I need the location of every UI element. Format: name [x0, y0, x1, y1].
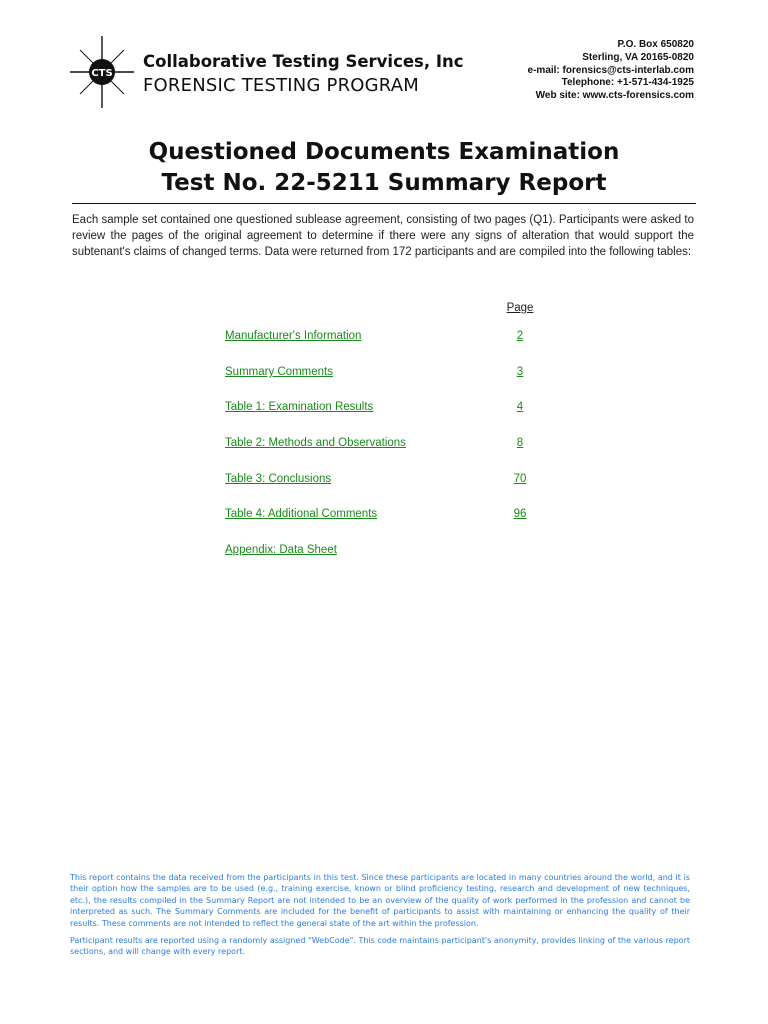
toc-page-link[interactable]: 4 — [516, 401, 524, 413]
toc-row-table-1 — [225, 401, 535, 417]
page-title — [0, 137, 768, 199]
toc-page-link[interactable]: 2 — [516, 330, 524, 342]
program-name: FORENSIC TESTING PROGRAM — [143, 75, 420, 96]
toc-page-header: Page — [506, 302, 534, 314]
toc-link-table-2[interactable]: Table 2: Methods and Observations — [225, 437, 406, 449]
toc-link-manufacturers-info[interactable]: Manufacturer's Information — [225, 330, 362, 342]
title-line-1: Questioned Documents Examination — [148, 139, 620, 165]
toc-page-link[interactable]: 70 — [513, 473, 527, 485]
toc-link-table-4[interactable]: Table 4: Additional Comments — [225, 508, 378, 520]
cts-logo — [70, 36, 134, 108]
title-divider — [72, 203, 696, 204]
toc-page-link[interactable]: 3 — [516, 366, 524, 378]
contact-website: Web site: www.cts-forensics.com — [535, 90, 694, 102]
toc-row-table-2 — [225, 437, 535, 453]
contact-po-box: P.O. Box 650820 — [617, 39, 694, 50]
title-line-2: Test No. 22-5211 Summary Report — [161, 170, 607, 196]
logo-text: CTS — [91, 68, 113, 79]
toc-link-table-1[interactable]: Table 1: Examination Results — [225, 401, 374, 413]
toc-row-appendix — [225, 544, 535, 560]
contact-city: Sterling, VA 20165-0820 — [582, 51, 694, 63]
toc-page-link[interactable]: 8 — [516, 437, 524, 449]
org-block — [143, 52, 464, 96]
contact-telephone: Telephone: +1-571-434-1925 — [561, 77, 694, 89]
disclaimer — [70, 872, 690, 964]
toc-row-summary-comments — [225, 366, 535, 382]
disclaimer-paragraph-1: This report contains the data received from the participants in this test. Since these participants are located in many countries around the world, and it is their option how the samples are to be used (e.g., training exercise, known or blind proficiency testing, research and development of new techniques, etc.), the results compiled in the Summary Report are not intended to be an overview of the quality of work performed in the profession and cannot be interpreted as such. The Summary Comments are included for the benefit of participants to assist with maintaining or enhancing the quality of their results. These comments are not intended to reflect the general state of the art within the profession. — [70, 873, 690, 928]
toc-row-manufacturers-info — [225, 330, 535, 346]
org-name: Collaborative Testing Services, Inc — [143, 52, 464, 71]
contact-email: e-mail: forensics@cts-interlab.com — [527, 64, 694, 76]
contact-block — [528, 39, 694, 103]
toc-link-appendix[interactable]: Appendix: Data Sheet — [225, 544, 337, 556]
toc-link-table-3[interactable]: Table 3: Conclusions — [225, 473, 332, 485]
intro-paragraph: Each sample set contained one questioned sublease agreement, consisting of two pages (Q1). Participants were asked to review the pages of the original agreement to determine if there were any signs of alteration that would support the subtenant's claims of changed terms. Data were returned from 172 participants and are compiled into the following tables: — [72, 214, 694, 259]
toc-row-table-4 — [225, 508, 535, 524]
toc-row-table-3 — [225, 473, 535, 489]
toc-page-link[interactable]: 96 — [513, 508, 527, 520]
disclaimer-paragraph-2: Participant results are reported using a randomly assigned "WebCode". This code maintains participant's anonymity, provides linking of the various report sections, and will change with every report. — [70, 936, 690, 957]
toc-link-summary-comments[interactable]: Summary Comments — [225, 366, 333, 378]
